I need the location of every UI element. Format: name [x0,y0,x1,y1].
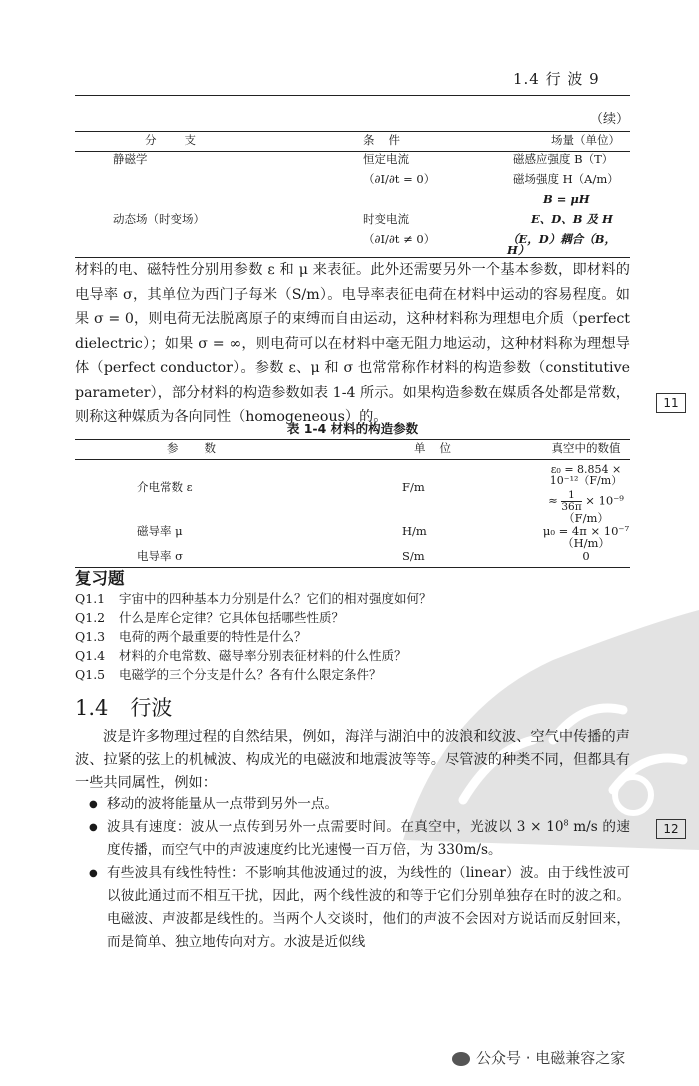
table-row [75,524,630,549]
permittivity-unit: F/m [402,479,425,494]
bullet-icon: ● [89,799,98,810]
question-number: Q1.1 [75,591,106,606]
question-text: 电磁学的三个分支是什么？各有什么限定条件？ [119,667,382,682]
permeability-value: μ₀ = 4π × 10⁻⁷（H/m） [542,524,630,550]
permeability-unit: H/m [402,524,427,538]
table-cell: 磁感应强度 B（T） [513,151,614,166]
table1-header-fields: 场量（单位） [503,132,630,152]
list-item [75,608,630,627]
fraction-numerator: 1 [561,490,581,502]
table2-header-parameter: 参数 [75,440,287,460]
margin-page-number: 12 [656,819,686,839]
exponent: 8 [563,818,569,828]
table-row [75,549,630,568]
table-row [75,192,630,212]
bullet-text: 有些波具有线性特性：不影响其他波通过的波，为线性的（linear）波。由于线性波可以彼此通过而不相互干扰，因此，两个线性波的和等于它们分别单独存在时的波之和。电磁波、声波都是线性的。当两个人交谈时，他们的声波不会因对方说话而反射回来，而是简单、独立地传向对方。水波是近似线 [107,865,630,950]
question-text: 电荷的两个最重要的特性是什么？ [119,629,307,644]
constitutive-parameters-table [75,439,630,568]
header-rule [75,95,630,96]
table-cell: （∂I/∂t = 0） [363,171,436,186]
table2-header-vacuum-value: 真空中的数值 [542,440,630,460]
list-item [75,862,630,954]
section-heading [75,692,172,722]
permittivity-label: 介电常数 ε [137,479,193,494]
section-title: 行波 [130,696,173,720]
table1-header-condition: 条件 [273,132,503,152]
table-cell: （E，D）耦合（B，H） [507,231,616,257]
footer-watermark [452,1047,625,1068]
table-cell: B = μH [543,191,590,206]
conductivity-label: 电导率 σ [137,549,184,563]
bullet-icon: ● [89,868,98,879]
bullet-text: 移动的波将能量从一点带到另外一点。 [107,796,339,812]
permittivity-value [542,459,630,524]
wave-properties-list [75,793,630,954]
permittivity-approx-tail: × 10⁻⁹（F/m） [563,493,624,525]
list-item [75,665,630,684]
question-number: Q1.2 [75,610,106,625]
table-cell [75,192,273,212]
table-row [75,212,630,232]
list-item [75,627,630,646]
fraction-denominator: 36π [561,500,582,513]
list-item [75,793,630,816]
table1-header-branch: 分支 [75,132,273,152]
question-number: Q1.4 [75,648,106,663]
table-row [75,459,630,524]
table-cell: 动态场（时变场） [113,211,205,226]
fraction [561,490,581,513]
table-cell [75,172,273,192]
table-cell: （∂I/∂t ≠ 0） [363,231,436,246]
conductivity-value: 0 [582,549,590,563]
footer-watermark-text: 公众号 · 电磁兼容之家 [476,1049,626,1067]
running-header: 1.4 行 波 9 [513,70,600,88]
table-cell [273,192,503,212]
list-item [75,646,630,665]
table-cell: E、D、B 及 H [531,211,613,226]
table2-header-unit: 单位 [287,440,542,460]
question-text: 什么是库仑定律？它具体包括哪些性质？ [119,610,345,625]
table-cell: 磁场强度 H（A/m） [513,171,619,186]
table-cell: 时变电流 [363,211,409,226]
permeability-label: 磁导率 μ [137,524,183,538]
bullet-icon: ● [89,822,98,833]
list-item [75,816,630,862]
table-row [75,151,630,172]
question-number: Q1.5 [75,667,106,682]
section-number: 1.4 [75,696,109,720]
review-questions-list [75,589,630,684]
table-row [75,232,630,258]
table-row [75,172,630,192]
wechat-icon [452,1052,470,1066]
conductivity-unit: S/m [402,549,425,563]
list-item [75,589,630,608]
table-cell: 静磁学 [113,151,148,166]
bullet-text: 波具有速度：波从一点传到另外一点需要时间。在真空中，光波以 3 × 10 [107,819,564,835]
table-cell: 恒定电流 [363,151,409,166]
continued-label: （续） [590,112,630,127]
question-text: 材料的介电常数、磁导率分别表征材料的什么性质？ [119,648,407,663]
margin-page-number: 11 [656,393,686,413]
question-number: Q1.3 [75,629,106,644]
table-caption: 表 1-4 材料的构造参数 [286,421,419,436]
table-cell [75,232,273,258]
branches-table [75,131,630,258]
review-questions-title: 复习题 [75,569,125,588]
paragraph-waves-intro: 波是许多物理过程的自然结果，例如，海洋与湖泊中的波浪和纹波、空气中传播的声波、拉紧的弦上的机械波、构成光的电磁波和地震波等等。尽管波的种类不同，但都具有一些共同属性，例如： [75,729,630,791]
question-text: 宇宙中的四种基本力分别是什么？它们的相对强度如何？ [119,591,432,606]
permittivity-exact-value: ε₀ = 8.854 × 10⁻¹²（F/m） [549,462,623,487]
bullet-text-cont: m/s 的速度传播，而空气中的声波速度约比光速慢一百万倍，为 330m/s。 [107,819,630,858]
approx-sign: ≈ [548,493,558,507]
paragraph-constitutive-parameters: 材料的电、磁特性分别用参数 ε 和 μ 来表征。此外还需要另外一个基本参数，即材料的电导率 σ，其单位为西门子每米（S/m）。电导率表征电荷在材料中运动的容易程度。如果 σ = 0，则电荷无法脱离原子的束缚而自由运动，这种材料称为理想电介质（perfect dielectric）；如果 σ = ∞，则电荷可以在材料中毫无阻力地运动，这种材料称为理想导体（perfect conductor）。参数 ε、μ 和 σ 也常常称作材料的构造参数（constitutive parameter），部分材料的构造参数如表 1-4 所示。如果构造参数在媒质各处都是常数，则称这种媒质为各向同性（homogeneous）的。 [75,262,630,425]
